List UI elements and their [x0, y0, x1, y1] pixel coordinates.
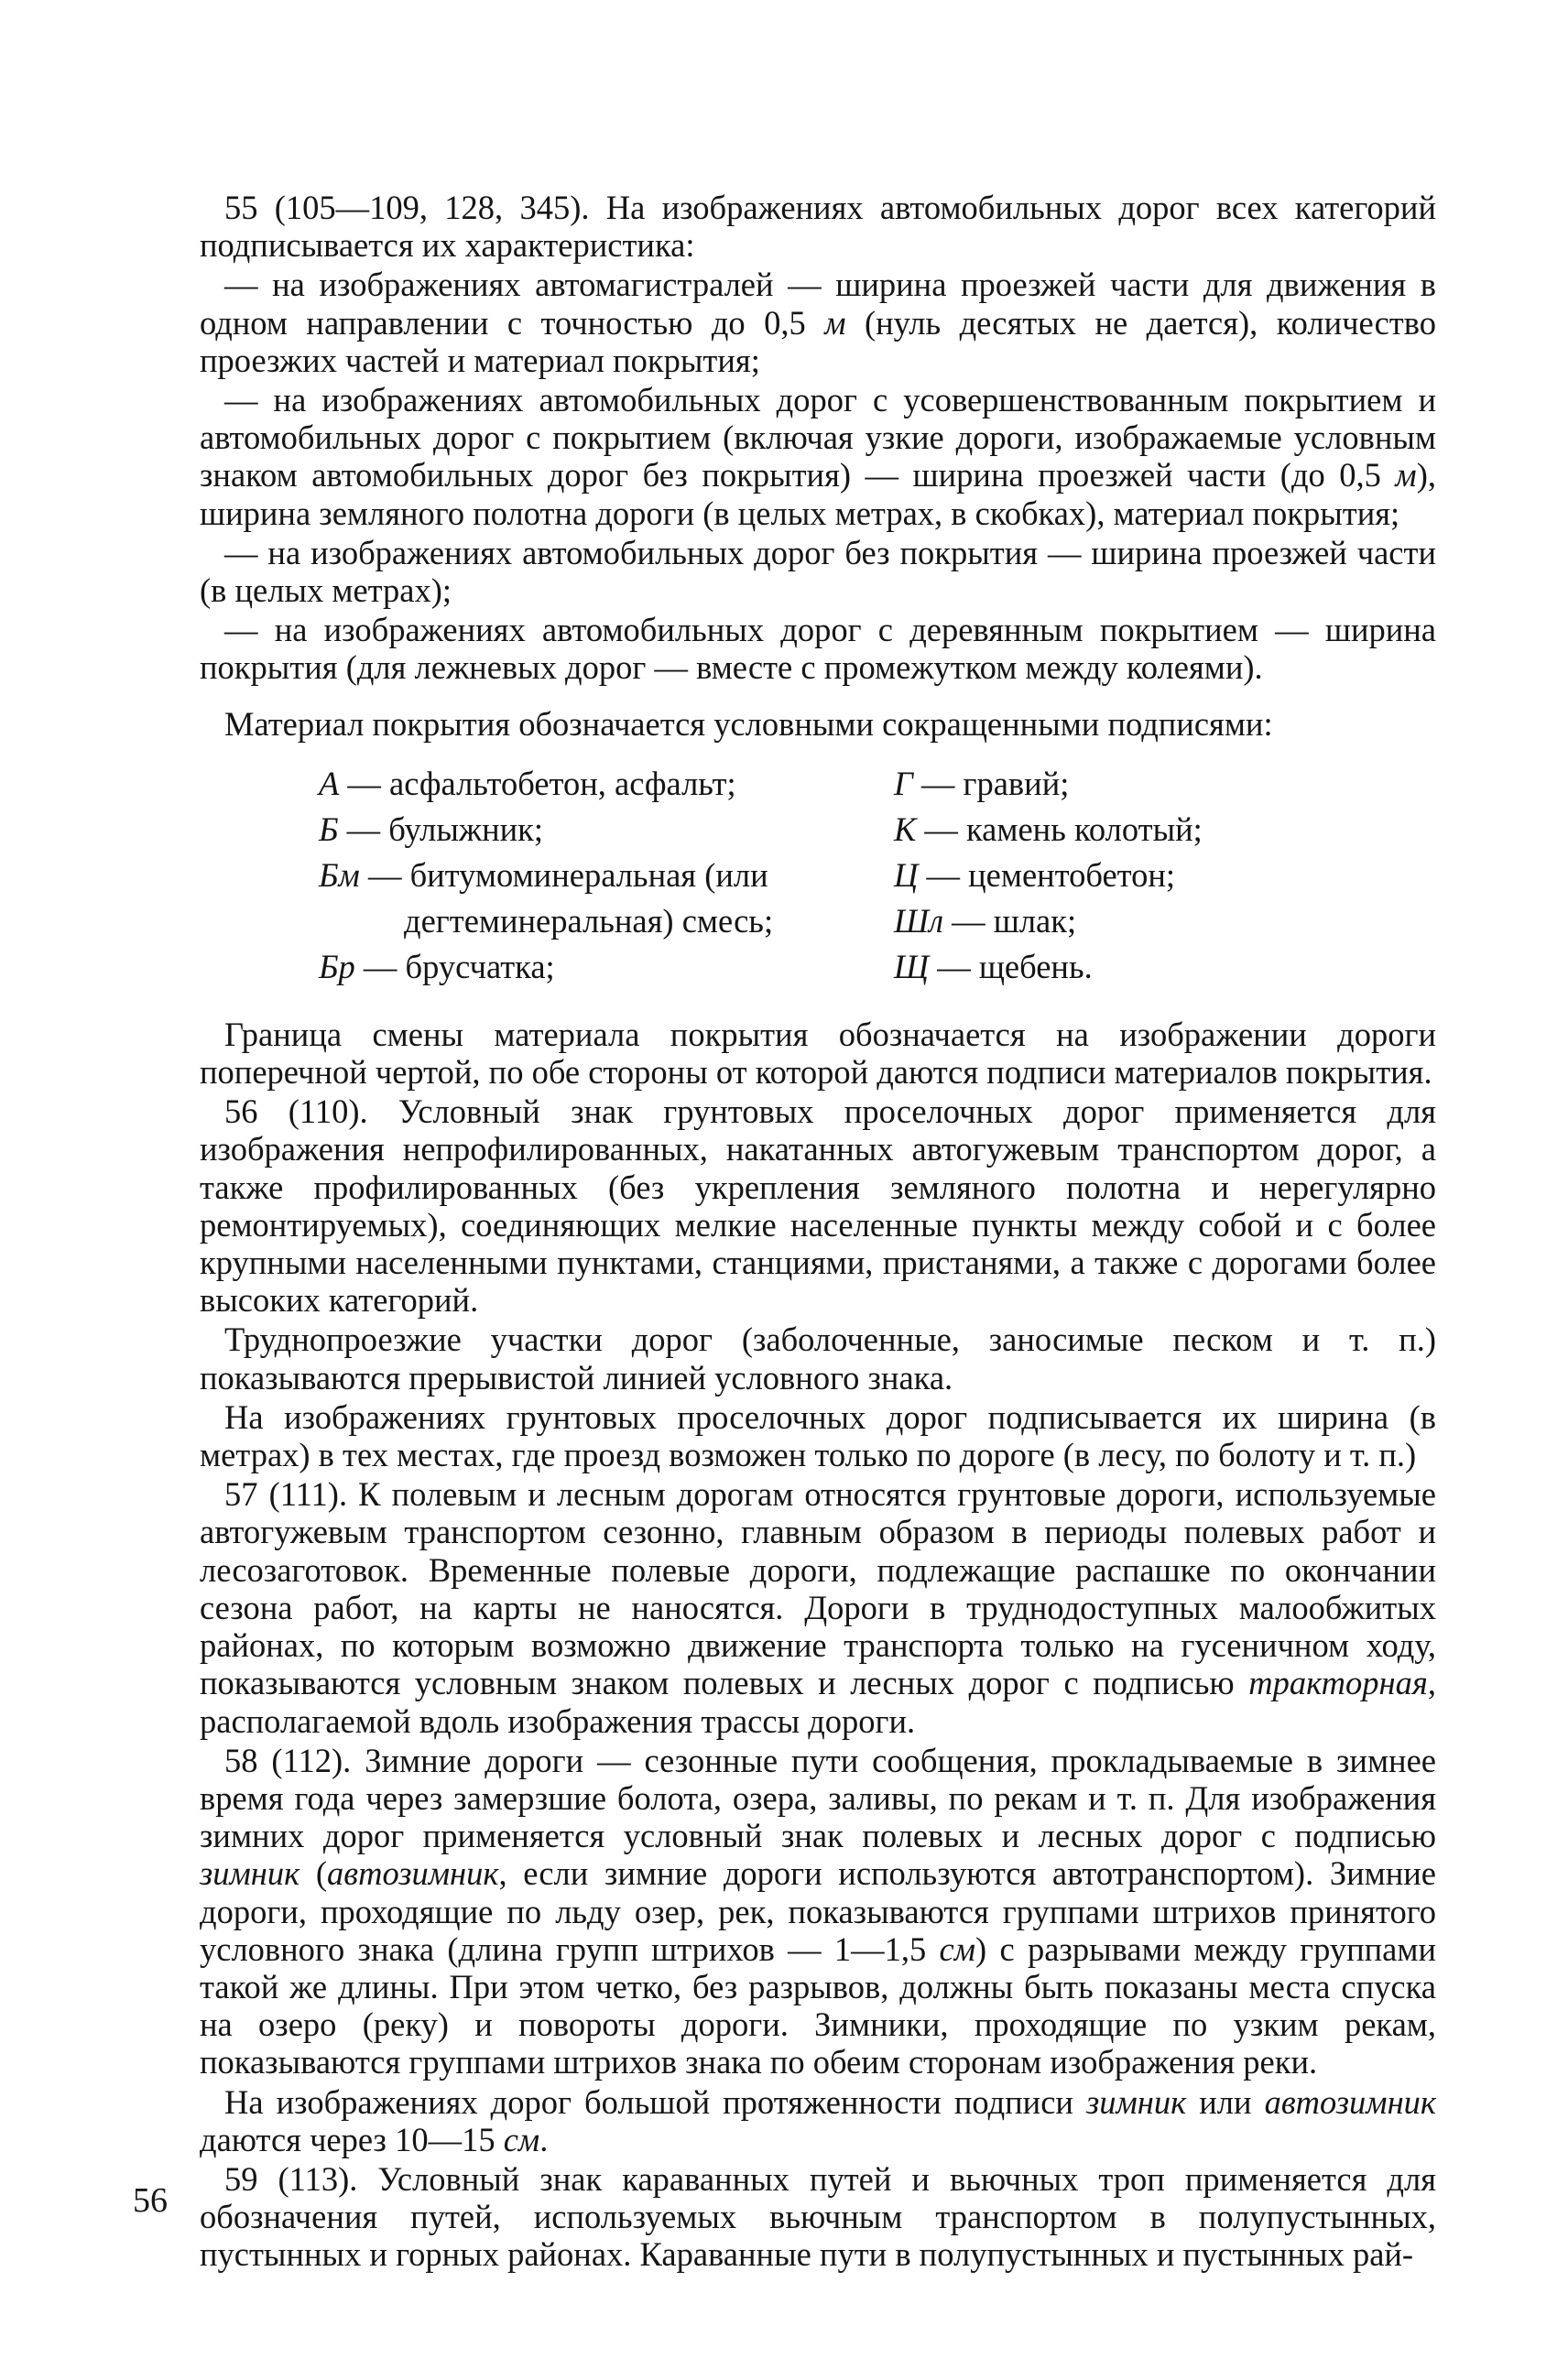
paragraph-57-text: 57 (111). К полевым и лесным дорогам относятся грунтовые дороги, используемые автогужевым транспортом сезонно, главным образом в периоды полевых работ и лесозаготовок. Временные полевые дороги, подлежащие распашке по окончании сезона работ, на карты не наносятся. Дороги в труднодоступных малообжитых районах, по которым возможно движение транспорта только на гусеничном ходу, показываются условным знаком полевых и лесных дорог с подписью [200, 1475, 1436, 1702]
italic-term: автозимник [1264, 2082, 1436, 2121]
material-item [319, 761, 850, 807]
paragraph-58-labels-part3: даются через 10—15 [200, 2120, 504, 2158]
unit-cm: см [939, 1929, 976, 1968]
main-text [200, 189, 1436, 743]
material-code: Б [319, 810, 339, 848]
paragraph-58-labels-part2: или [1186, 2082, 1265, 2121]
paragraph-57 [200, 1475, 1436, 1739]
paragraph-boundary: Граница смены материала покрытия обозначается на изображении дороги поперечной чертой, по обе стороны от которой даются подписи материалов покрытия. [200, 1015, 1436, 1092]
paragraph-material-intro: Материал покрытия обозначается условными сокращенными подписями: [224, 704, 1273, 743]
material-item [894, 853, 1324, 898]
material-code: Щ [894, 947, 930, 985]
paragraph-58 [200, 1742, 1436, 2081]
material-code: Бм [319, 855, 360, 894]
material-list-right [894, 761, 1324, 990]
material-code: Бр [319, 947, 355, 985]
paragraph-58-part2: ( [299, 1854, 328, 1893]
material-list-left [319, 761, 850, 990]
paragraph-57-tail: , располагаемой вдоль изображения трассы дороги. [200, 1664, 1436, 1740]
material-item [319, 807, 850, 853]
paragraph-55-improved-roads-tail: ), ширина земляного полотна дороги (в целых метрах, в скобках), материал покрытия; [200, 456, 1436, 532]
paragraph-58-labels-part1: На изображениях дорог большой протяженности подписи [224, 2082, 1086, 2121]
material-desc: — асфальтобетон, асфальт; [339, 764, 736, 802]
main-text-continued [200, 1016, 1436, 2274]
paragraph-58-part3: , если зимние дороги используются автотранспортом). Зимние дороги, проходящие по льду озер, рек, показываются группами штрихов принятого условного знака (длина групп штрихов — 1—1,5 [200, 1854, 1437, 1968]
material-abbreviation-list [200, 761, 1436, 990]
paragraph-55-motorways [200, 266, 1436, 379]
material-item [319, 853, 850, 898]
paragraph-58-labels [200, 2083, 1436, 2158]
material-desc: — булыжник; [338, 810, 544, 848]
paragraph-59: 59 (113). Условный знак караванных путей и вьючных троп применяется для обозначения путей, используемых вьючным транспортом в полупустынных, пустынных и горных районах. Караванные пути в полупустынных и пустынных рай- [200, 2159, 1436, 2274]
paragraph-55-intro: 55 (105—109, 128, 345). На изображениях автомобильных дорог всех категорий подписывается их характеристика: [200, 189, 1436, 265]
material-desc: — цементобетон; [918, 855, 1176, 894]
italic-term: автозимник [327, 1854, 499, 1893]
material-code: Ц [894, 855, 919, 894]
italic-term: зимник [200, 1854, 300, 1893]
material-code: К [894, 810, 917, 848]
unit-meters: м [1395, 456, 1417, 494]
unit-meters: м [824, 303, 846, 342]
paragraph-56: 56 (110). Условный знак грунтовых проселочных дорог применяется для изображения непрофилированных, накатанных автогужевым транспортом дорог, а также профилированных (без укрепления земляного полотна и нерегулярно ремонтируемых), соединяющих мелкие населенные пункты между собой и с более крупными населенными пунктами, станциями, пристанями, а также с дорогами более высоких категорий. [200, 1092, 1436, 1320]
material-desc: — камень колотый; [916, 810, 1203, 848]
material-desc: — брусчатка; [354, 947, 555, 985]
material-desc-continuation: дегтеминеральная) смесь; [404, 901, 774, 940]
material-item [894, 807, 1324, 853]
italic-term: зимник [1085, 2082, 1187, 2121]
page-number: 56 [133, 2181, 168, 2220]
paragraph-55-unpaved: — на изображениях автомобильных дорог без покрытия — ширина проезжей части (в целых метрах); [200, 533, 1436, 610]
italic-term: тракторная [1248, 1664, 1428, 1702]
paragraph-58-part4: ) с разрывами между группами такой же длины. При этом четко, без разрывов, должны быть показаны места спуска на озеро (реку) и повороты дороги. Зимники, проходящие по узким рекам, показываются группами штрихов знака по обеим сторонам изображения реки. [200, 1929, 1436, 2081]
material-desc: — гравий; [912, 764, 1070, 802]
material-item [894, 898, 1324, 944]
paragraph-58-labels-part4: . [539, 2120, 549, 2158]
paragraph-55-wooden: — на изображениях автомобильных дорог с деревянным покрытием — ширина покрытия (для лежневых дорог — вместе с промежутком между колеями). [200, 611, 1436, 687]
paragraph-56-width: На изображениях грунтовых проселочных дорог подписывается их ширина (в метрах) в тех местах, где проезд возможен только по дороге (в лесу, по болоту и т. п.) [200, 1397, 1436, 1474]
material-code: Шл [894, 901, 943, 940]
material-item [894, 944, 1324, 990]
material-desc: — шлак; [942, 901, 1077, 940]
paragraph-55-improved-roads [200, 381, 1436, 532]
paragraph-55-motorways-text: — на изображениях автомагистралей — ширина проезжей части для движения в одном направлении с точностью до 0,5 [200, 266, 1436, 342]
material-desc: — битумоминеральная (или [359, 855, 768, 894]
material-item [319, 944, 850, 990]
material-code: А [319, 764, 340, 802]
paragraph-56-difficult: Труднопроезжие участки дорог (заболоченные, заносимые песком и т. п.) показываются прерывистой линией условного знака. [200, 1320, 1436, 1396]
paragraph-58-part1: 58 (112). Зимние дороги — сезонные пути сообщения, прокладываемые в зимнее время года через замерзшие болота, озера, заливы, по рекам и т. п. Для изображения зимних дорог применяется условный знак полевых и лесных дорог с подписью [200, 1741, 1436, 1855]
material-code: Г [894, 764, 913, 802]
unit-cm: см [503, 2120, 540, 2158]
material-desc: — щебень. [929, 947, 1093, 985]
paragraph-55-improved-roads-text: — на изображениях автомобильных дорог с усовершенствованным покрытием и автомобильных дорог с покрытием (включая узкие дороги, изображаемые условным знаком автомобильных дорог без покрытия) — ширина проезжей части (до 0,5 [200, 381, 1436, 494]
paragraph-55-motorways-tail: (нуль десятых не дается), количество проезжих частей и материал покрытия; [200, 303, 1436, 379]
material-item [894, 761, 1324, 807]
